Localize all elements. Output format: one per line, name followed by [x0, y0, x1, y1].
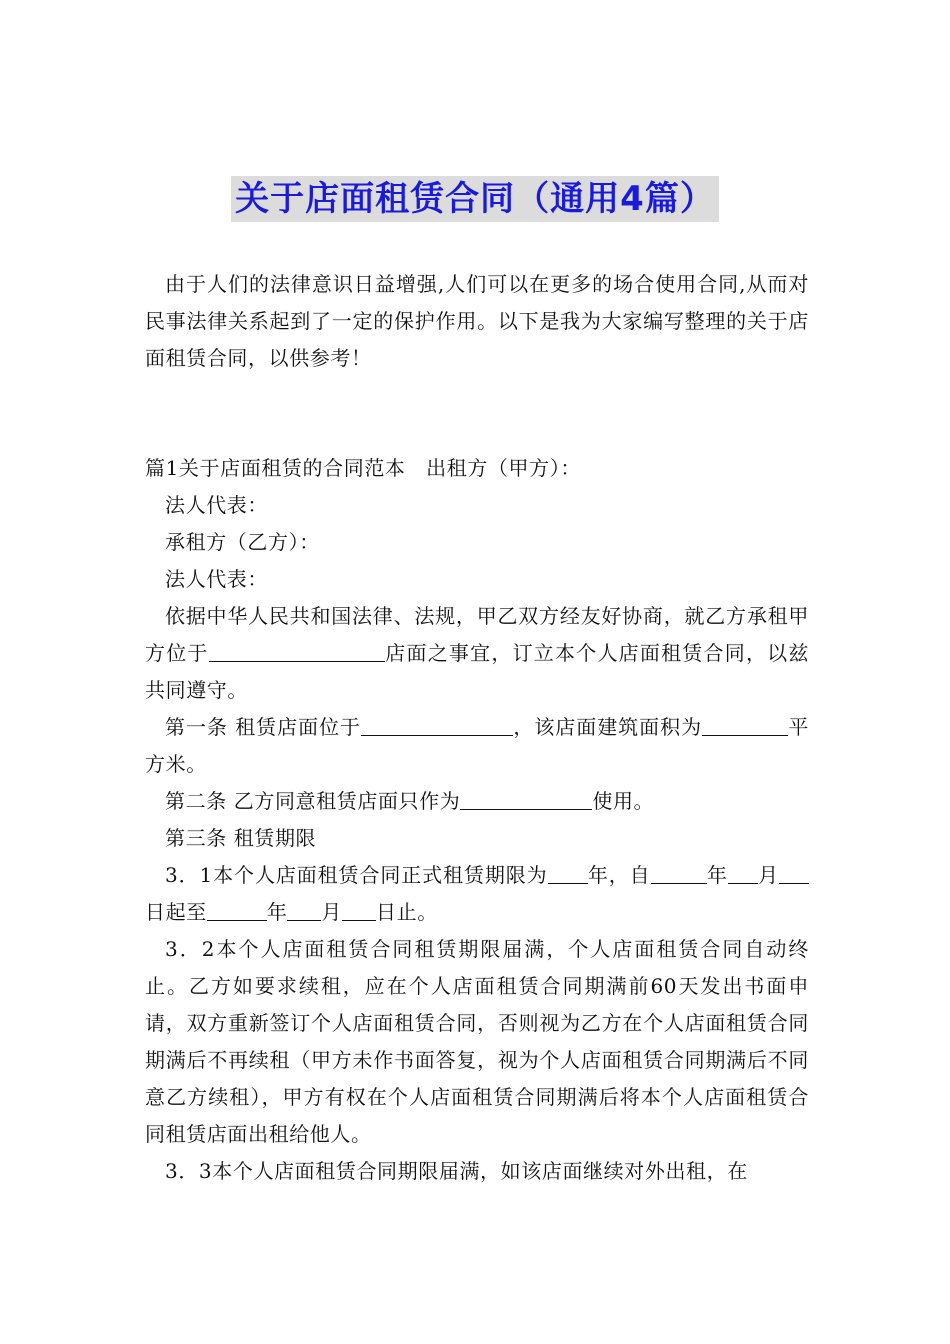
article-1-text-3: 平方米。: [145, 715, 809, 776]
preamble-paragraph: [145, 598, 809, 709]
clause-3-1-text-3: 年: [706, 863, 728, 887]
clause-3-2: 3．2本个人店面租赁合同租赁期限届满，个人店面租赁合同自动终止。乙方如要求续租，应在个人店面租赁合同期满前60天发出书面申请，双方重新签订个人店面租赁合同，否则视为乙方在个人店面租赁合同期满后不再续租（甲方未作书面答复，视为个人店面租赁合同期满后不同意乙方续租），甲方有权在个人店面租赁合同期满后将本个人店面租赁合同租赁店面出租给他人。: [145, 937, 809, 1146]
location-blank: [209, 639, 385, 662]
clause-3-1-text-5: 日起至: [145, 900, 207, 924]
usage-blank: [460, 787, 592, 810]
end-day-blank: [342, 898, 376, 921]
contract-body: [145, 450, 809, 1190]
preamble-text-1: 依据中华人民共和国法律、法规，甲乙双方经友好协商，就乙方承租甲方位于: [145, 604, 809, 665]
address-blank: [361, 713, 513, 736]
lessee-party: 承租方（乙方）：: [165, 530, 320, 554]
clause-3-3: 3．3本个人店面租赁合同期限届满，如该店面继续对外出租，在: [165, 1159, 748, 1183]
article-2: [145, 783, 809, 820]
clause-3-1-text-6: 年: [266, 900, 288, 924]
clause-3-1-text-8: 日止。: [376, 900, 438, 924]
end-year-blank: [207, 898, 267, 921]
clause-3-1-text-1: 3．1本个人店面租赁合同正式租赁期限为: [165, 863, 548, 887]
title-block: [0, 176, 950, 222]
lessor-representative: 法人代表：: [165, 493, 268, 517]
intro-section: [145, 266, 809, 377]
area-blank: [702, 713, 788, 736]
end-month-blank: [287, 898, 321, 921]
clause-3-1-text-4: 月: [757, 863, 779, 887]
article-1: [145, 709, 809, 783]
start-month-blank: [728, 861, 758, 884]
clause-3-1-text-7: 月: [321, 900, 343, 924]
clause-3-1: [145, 857, 809, 931]
article-3: 第三条 租赁期限: [165, 826, 317, 850]
clause-3-1-text-2: 年，自: [587, 863, 651, 887]
article-2-text-1: 第二条 乙方同意租赁店面只作为: [165, 789, 461, 813]
document-title: 关于店面租赁合同（通用4篇）: [231, 176, 719, 222]
start-day-blank: [779, 861, 809, 884]
years-blank: [548, 861, 588, 884]
lessee-representative: 法人代表：: [165, 567, 268, 591]
intro-paragraph: 由于人们的法律意识日益增强,人们可以在更多的场合使用合同,从而对民事法律关系起到了一定的保护作用。以下是我为大家编写整理的关于店面租赁合同，以供参考！: [145, 272, 809, 370]
article-1-text-1: 第一条 租赁店面位于: [165, 715, 361, 739]
article-2-text-2: 使用。: [592, 789, 655, 813]
preamble-text-2: 店面之事宜，订立本个人店面租赁合同，以兹共同遵守。: [145, 641, 809, 702]
article-1-text-2: ，该店面建筑面积为: [513, 715, 703, 739]
start-year-blank: [651, 861, 707, 884]
section-heading: 篇1关于店面租赁的合同范本 出租方（甲方）：: [145, 456, 581, 480]
